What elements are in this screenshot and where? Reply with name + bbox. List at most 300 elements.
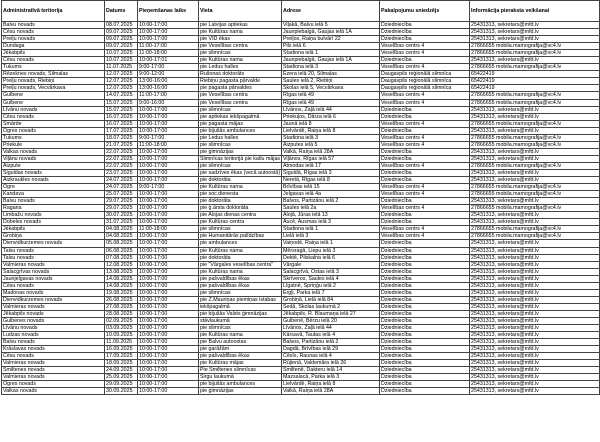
provider-cell[interactable]: Dziedniecība [380, 106, 470, 113]
date-cell[interactable]: 14.08.2025 [105, 275, 138, 282]
location-cell[interactable]: pie aptiekas iekšpagalmā [199, 113, 282, 120]
location-cell[interactable]: pie garāžām [199, 346, 282, 353]
provider-cell[interactable]: Dziedniecība [380, 353, 470, 360]
location-cell[interactable]: Sirgu laukumā [199, 374, 282, 381]
provider-cell[interactable]: Dziedniecība [380, 22, 470, 29]
provider-cell[interactable]: Dziedniecība [380, 198, 470, 205]
time-cell[interactable]: 13:00-16:00 [138, 78, 199, 85]
location-cell[interactable]: pie Latvijas aptiekas [199, 22, 282, 29]
territory-cell[interactable]: Cēsu novads [2, 29, 105, 36]
time-cell[interactable]: 9:00-12:00 [138, 71, 199, 78]
provider-cell[interactable]: Dziedniecība [380, 247, 470, 254]
date-cell[interactable]: 25.09.2025 [105, 374, 138, 381]
contact-cell[interactable]: 25431313, sekretars@mfd.lv [470, 296, 600, 303]
contact-cell[interactable]: 25431313, sekretars@mfd.lv [470, 275, 600, 282]
provider-cell[interactable]: Dziedniecība [380, 289, 470, 296]
address-cell[interactable]: Balvos, Partizānu ielā 2 [282, 339, 380, 346]
time-cell[interactable]: 10:00-17:00 [138, 332, 199, 339]
territory-cell[interactable]: Ogres novads [2, 381, 105, 388]
date-cell[interactable]: 24.09.2025 [105, 367, 138, 374]
time-cell[interactable]: 10:00-17:00 [138, 240, 199, 247]
territory-cell[interactable]: Viļānu novads [2, 155, 105, 162]
date-cell[interactable]: 10.07.2025 [105, 50, 138, 57]
time-cell[interactable]: 9:00-17:00 [138, 184, 199, 191]
territory-cell[interactable]: Limbažu novads [2, 212, 105, 219]
territory-cell[interactable]: Cēsu novads [2, 113, 105, 120]
header-provider[interactable]: Pakalpojumu sniedzējs [380, 1, 470, 22]
date-cell[interactable]: 22.07.2025 [105, 155, 138, 162]
contact-cell[interactable]: 25431313, sekretars@mfd.lv [470, 303, 600, 310]
provider-cell[interactable]: Dziedniecība [380, 332, 470, 339]
contact-cell[interactable]: 25431313, sekretars@mfd.lv [470, 388, 600, 395]
address-cell[interactable]: Pils ielā 6 [282, 43, 380, 50]
contact-cell[interactable]: 25431313, sekretars@mfd.lv [470, 212, 600, 219]
location-cell[interactable]: pie slimnīcas [199, 325, 282, 332]
header-date[interactable]: Datums [105, 1, 138, 22]
date-cell[interactable]: 11.09.2025 [105, 339, 138, 346]
address-cell[interactable]: Mazsalacā, Parka ielā 3 [282, 374, 380, 381]
contact-cell[interactable]: 25431313, sekretars@mfd.lv [470, 282, 600, 289]
territory-cell[interactable]: Valmieras novads [2, 261, 105, 268]
provider-cell[interactable]: Dziedniecība [380, 317, 470, 324]
time-cell[interactable]: 11:00-18:00 [138, 141, 199, 148]
address-cell[interactable]: Atmodas ielā 17 [282, 162, 380, 169]
time-cell[interactable]: 10:00-17:00 [138, 36, 199, 43]
time-cell[interactable]: 10:00-17:00 [138, 388, 199, 395]
time-cell[interactable]: 10:00-17:00 [138, 219, 199, 226]
territory-cell[interactable]: Gulbene [2, 99, 105, 106]
provider-cell[interactable]: Veselības centrs 4 [380, 99, 470, 106]
address-cell[interactable]: Līvānos, Zaļā ielā 44 [282, 325, 380, 332]
time-cell[interactable]: 9:00-17:00 [138, 134, 199, 141]
contact-cell[interactable]: 25431313, sekretars@mfd.lv [470, 360, 600, 367]
territory-cell[interactable]: Talsu novads [2, 254, 105, 261]
time-cell[interactable]: 11:00-18:00 [138, 50, 199, 57]
provider-cell[interactable]: Dziedniecība [380, 268, 470, 275]
provider-cell[interactable]: Daugavpils reģionālā slimnīca [380, 71, 470, 78]
address-cell[interactable]: Neretā, Rīgas ielā 8 [282, 177, 380, 184]
date-cell[interactable]: 15.07.2025 [105, 99, 138, 106]
territory-cell[interactable]: Preiļu novads, Riebiņi [2, 78, 105, 85]
provider-cell[interactable]: Dziedniecība [380, 325, 470, 332]
location-cell[interactable]: pie slimnīcas [199, 162, 282, 169]
provider-cell[interactable]: Veselības centrs 4 [380, 120, 470, 127]
provider-cell[interactable]: Dziedniecība [380, 57, 470, 64]
contact-cell[interactable]: 25431313, sekretars@mfd.lv [470, 198, 600, 205]
address-cell[interactable]: Dektē, Pilskalna ielā 6 [282, 254, 380, 261]
contact-cell[interactable]: 25431313, sekretars@mfd.lv [470, 22, 600, 29]
provider-cell[interactable]: Veselības centrs 4 [380, 184, 470, 191]
address-cell[interactable]: Salacgrīvā, Ostas ielā 3 [282, 268, 380, 275]
date-cell[interactable]: 14.07.2025 [105, 92, 138, 99]
date-cell[interactable]: 08.07.2025 [105, 22, 138, 29]
contact-cell[interactable]: 25431313, sekretars@mfd.lv [470, 127, 600, 134]
territory-cell[interactable]: Balvu novads [2, 22, 105, 29]
time-cell[interactable]: 10:00-17:00 [138, 247, 199, 254]
location-cell[interactable]: pie bijušās ambulances [199, 381, 282, 388]
date-cell[interactable]: 17.09.2025 [105, 353, 138, 360]
territory-cell[interactable]: Preiļu novads, Vecvārkava [2, 85, 105, 92]
location-cell[interactable]: pie Alojas dienas centra [199, 212, 282, 219]
date-cell[interactable]: 24.07.2025 [105, 177, 138, 184]
contact-cell[interactable]: 25431313, sekretars@mfd.lv [470, 374, 600, 381]
address-cell[interactable]: Valkā, Raiņa ielā 28A [282, 148, 380, 155]
address-cell[interactable]: Priekuļos, Dārza ielā 6 [282, 113, 380, 120]
contact-cell[interactable]: 27866655 mobila.mamografija@vc4.lv [470, 50, 600, 57]
territory-cell[interactable]: Smārde [2, 120, 105, 127]
provider-cell[interactable]: Dziedniecība [380, 296, 470, 303]
date-cell[interactable]: 02.09.2025 [105, 317, 138, 324]
address-cell[interactable]: Stadiona ielā 3 [282, 134, 380, 141]
date-cell[interactable]: 10.09.2025 [105, 332, 138, 339]
territory-cell[interactable]: Aizpute [2, 162, 105, 169]
contact-cell[interactable]: 25431313, sekretars@mfd.lv [470, 332, 600, 339]
contact-cell[interactable]: 25431313, sekretars@mfd.lv [470, 106, 600, 113]
address-cell[interactable]: Jēkabpils, R. Blaumaņa ielā 27 [282, 310, 380, 317]
time-cell[interactable]: 10:00-17:00 [138, 360, 199, 367]
date-cell[interactable]: 28.08.2025 [105, 310, 138, 317]
address-cell[interactable]: Ezera ielā 20, Silmalas [282, 71, 380, 78]
contact-cell[interactable]: 25431313, sekretars@mfd.lv [470, 247, 600, 254]
location-cell[interactable]: pie Veselības centra [199, 99, 282, 106]
location-cell[interactable]: pie doktorāta [199, 198, 282, 205]
territory-cell[interactable]: Ogres novads [2, 127, 105, 134]
address-cell[interactable]: Rīgas ielā 49 [282, 92, 380, 99]
date-cell[interactable]: 30.07.2025 [105, 212, 138, 219]
contact-cell[interactable]: 25431313, sekretars@mfd.lv [470, 381, 600, 388]
provider-cell[interactable]: Dziedniecība [380, 275, 470, 282]
territory-cell[interactable]: Kandava [2, 191, 105, 198]
address-cell[interactable]: Alojā, Jūras ielā 13 [282, 212, 380, 219]
location-cell[interactable]: pie slimnīcas [199, 289, 282, 296]
location-cell[interactable]: pie Ledus halles [199, 134, 282, 141]
location-cell[interactable]: pie Z.Mauriņas piemiņas istabas [199, 296, 282, 303]
time-cell[interactable]: 10:00-17:00 [138, 310, 199, 317]
location-cell[interactable]: pie bijušās Valsts ģimnāzijas [199, 310, 282, 317]
territory-cell[interactable]: Rēzeknes novads, Silmalas [2, 71, 105, 78]
date-cell[interactable]: 09.07.2025 [105, 36, 138, 43]
date-cell[interactable]: 18.07.2025 [105, 134, 138, 141]
provider-cell[interactable]: Veselības centrs 4 [380, 134, 470, 141]
location-cell[interactable]: pie pagasta mājas [199, 120, 282, 127]
territory-cell[interactable]: Valmieras novads [2, 374, 105, 381]
time-cell[interactable]: 10:00-17:00 [138, 381, 199, 388]
date-cell[interactable]: 29.09.2025 [105, 381, 138, 388]
address-cell[interactable]: Sedā, Skolas laukumā 2 [282, 303, 380, 310]
provider-cell[interactable]: Dziedniecība [380, 240, 470, 247]
date-cell[interactable]: 12.07.2025 [105, 85, 138, 92]
address-cell[interactable]: Grobiņā, Lielā ielā 84 [282, 296, 380, 303]
address-cell[interactable]: Saules ielā 2, Riebiņi [282, 78, 380, 85]
address-cell[interactable]: Stadiona ielā 3 [282, 64, 380, 71]
provider-cell[interactable]: Veselības centrs 4 [380, 64, 470, 71]
territory-cell[interactable]: Aizkraukles novads [2, 177, 105, 184]
territory-cell[interactable]: Siguldas novads [2, 169, 105, 176]
address-cell[interactable]: Viļānos, Rīgas ielā 57 [282, 155, 380, 162]
address-cell[interactable]: Rīgas ielā 49 [282, 99, 380, 106]
time-cell[interactable]: 10:00-17:00 [138, 374, 199, 381]
provider-cell[interactable]: Dziedniecība [380, 374, 470, 381]
contact-cell[interactable]: 25431313, sekretars@mfd.lv [470, 317, 600, 324]
provider-cell[interactable]: Veselības centrs 4 [380, 205, 470, 212]
contact-cell[interactable]: 25431313, sekretars@mfd.lv [470, 254, 600, 261]
territory-cell[interactable]: Ludzas novads [2, 332, 105, 339]
address-cell[interactable]: Preiļos, Raiņa bulvārī 22 [282, 36, 380, 43]
provider-cell[interactable]: Veselības centrs 4 [380, 141, 470, 148]
date-cell[interactable]: 14.08.2025 [105, 282, 138, 289]
time-cell[interactable]: 10:00-17:00 [138, 120, 199, 127]
provider-cell[interactable]: Dziedniecība [380, 388, 470, 395]
contact-cell[interactable]: 27866655 mobila.mamografija@vc4.lv [470, 162, 600, 169]
time-cell[interactable]: 10:00-17:00 [138, 339, 199, 346]
provider-cell[interactable]: Dziedniecība [380, 127, 470, 134]
date-cell[interactable]: 07.08.2025 [105, 254, 138, 261]
location-cell[interactable]: pie Kultūras nama [199, 268, 282, 275]
address-cell[interactable]: Līvānos, Zaļā ielā 44 [282, 106, 380, 113]
location-cell[interactable]: pie "Vārgales veselības centra" [199, 261, 282, 268]
territory-cell[interactable]: Cēsu novads [2, 282, 105, 289]
territory-cell[interactable]: Gulbene [2, 92, 105, 99]
date-cell[interactable]: 12.07.2025 [105, 71, 138, 78]
location-cell[interactable]: pie slimnīcas [199, 141, 282, 148]
territory-cell[interactable]: Cēsu novads [2, 353, 105, 360]
territory-cell[interactable]: Valkas novads [2, 388, 105, 395]
time-cell[interactable]: 10:00-17:00 [138, 289, 199, 296]
territory-cell[interactable]: Dienvidkurzemes novads [2, 240, 105, 247]
address-cell[interactable]: Cēsīs, Raunas ielā 4 [282, 353, 380, 360]
time-cell[interactable]: 10:00-17:00 [138, 268, 199, 275]
location-cell[interactable]: pie doktorāta [199, 254, 282, 261]
date-cell[interactable]: 29.07.2025 [105, 198, 138, 205]
location-cell[interactable]: pie Kultūras nama [199, 247, 282, 254]
time-cell[interactable]: 11:00-17:00 [138, 92, 199, 99]
contact-cell[interactable]: 27866655 mobila.mamografija@vc4.lv [470, 134, 600, 141]
provider-cell[interactable]: Dziedniecība [380, 367, 470, 374]
location-cell[interactable]: pie pašvaldības ēkas [199, 282, 282, 289]
contact-cell[interactable]: 25431313, sekretars@mfd.lv [470, 268, 600, 275]
date-cell[interactable]: 05.08.2025 [105, 240, 138, 247]
header-location[interactable]: Vieta [199, 1, 282, 22]
territory-cell[interactable]: Jaunjelgavas novads [2, 275, 105, 282]
location-cell[interactable]: pie Kultūras nama [199, 184, 282, 191]
provider-cell[interactable]: Dziedniecība [380, 155, 470, 162]
contact-cell[interactable]: 25431313, sekretars@mfd.lv [470, 240, 600, 247]
date-cell[interactable]: 16.09.2025 [105, 346, 138, 353]
location-cell[interactable]: pie slimnīcas [199, 106, 282, 113]
time-cell[interactable]: 10:00-17:00 [138, 113, 199, 120]
contact-cell[interactable]: 27866655 mobila.mamografija@vc4.lv [470, 233, 600, 240]
date-cell[interactable]: 15.07.2025 [105, 106, 138, 113]
territory-cell[interactable]: Valkas novads [2, 148, 105, 155]
location-cell[interactable]: pie pagasta pārvaldes [199, 85, 282, 92]
location-cell[interactable]: pie Humanitārās palīdzības [199, 233, 282, 240]
date-cell[interactable]: 25.07.2025 [105, 191, 138, 198]
time-cell[interactable]: 10:00-17:00 [138, 367, 199, 374]
contact-cell[interactable]: 27866655 mobila.mamografija@vc4.lv [470, 43, 600, 50]
location-cell[interactable]: Pie Smiltenes slimnīcas [199, 367, 282, 374]
header-time[interactable]: Pieņemšanas laiks [138, 1, 199, 22]
provider-cell[interactable]: Dziedniecība [380, 254, 470, 261]
date-cell[interactable]: 11.07.2025 [105, 64, 138, 71]
contact-cell[interactable]: 25431313, sekretars@mfd.lv [470, 367, 600, 374]
address-cell[interactable]: Jaunpiebalgā, Gaujas ielā 1A [282, 57, 380, 64]
date-cell[interactable]: 23.07.2025 [105, 169, 138, 176]
location-cell[interactable]: pie ģimnāzijas [199, 388, 282, 395]
location-cell[interactable]: stāvlaukumā [199, 317, 282, 324]
contact-cell[interactable]: 25431313, sekretars@mfd.lv [470, 346, 600, 353]
time-cell[interactable]: 10:00-17:00 [138, 254, 199, 261]
location-cell[interactable]: pie doktorāta [199, 177, 282, 184]
time-cell[interactable]: 10:00-17:00 [138, 155, 199, 162]
territory-cell[interactable]: Gulbenes novads [2, 317, 105, 324]
time-cell[interactable]: 9:00-17:00 [138, 64, 199, 71]
contact-cell[interactable]: 25431313, sekretars@mfd.lv [470, 113, 600, 120]
contact-cell[interactable]: 25431313, sekretars@mfd.lv [470, 310, 600, 317]
location-cell[interactable]: pie Kultūras nama [199, 29, 282, 36]
location-cell[interactable]: pie bijušās ambulances [199, 127, 282, 134]
territory-cell[interactable]: Jēkabpils [2, 226, 105, 233]
provider-cell[interactable]: Dziedniecība [380, 303, 470, 310]
address-cell[interactable]: Vārgale [282, 261, 380, 268]
contact-cell[interactable]: 25431313, sekretars@mfd.lv [470, 169, 600, 176]
territory-cell[interactable]: Smiltenes novads [2, 367, 105, 374]
address-cell[interactable]: Smiltenē, Dakteru ielā 14 [282, 367, 380, 374]
provider-cell[interactable]: Veselības centrs 4 [380, 226, 470, 233]
address-cell[interactable]: Lielvārdē, Raiņa ielā 8 [282, 127, 380, 134]
provider-cell[interactable]: Veselības centrs 4 [380, 43, 470, 50]
contact-cell[interactable]: 25431313, sekretars@mfd.lv [470, 57, 600, 64]
territory-cell[interactable]: Tukums [2, 134, 105, 141]
time-cell[interactable]: 10:00-17:00 [138, 317, 199, 324]
date-cell[interactable]: 09.07.2025 [105, 43, 138, 50]
territory-cell[interactable]: Balvu novads [2, 198, 105, 205]
contact-cell[interactable]: 27866655 mobila.mamografija@vc4.lv [470, 99, 600, 106]
location-cell[interactable]: pie ģ.ārsta doktorāta [199, 205, 282, 212]
date-cell[interactable]: 24.07.2025 [105, 184, 138, 191]
time-cell[interactable]: 10:00-17:00 [138, 177, 199, 184]
contact-cell[interactable]: 25431313, sekretars@mfd.lv [470, 339, 600, 346]
address-cell[interactable]: Skolas ielā 5, Vecvārkava [282, 85, 380, 92]
contact-cell[interactable]: 65422419 [470, 85, 600, 92]
header-address[interactable]: Adrese [282, 1, 380, 22]
date-cell[interactable]: 17.07.2025 [105, 127, 138, 134]
provider-cell[interactable]: Dziedniecība [380, 113, 470, 120]
contact-cell[interactable]: 25431313, sekretars@mfd.lv [470, 155, 600, 162]
time-cell[interactable]: 10:00-17:00 [138, 198, 199, 205]
location-cell[interactable]: pie Kultūras nama [199, 57, 282, 64]
time-cell[interactable]: 9:00-16:00 [138, 99, 199, 106]
time-cell[interactable]: 10:00-17:00 [138, 275, 199, 282]
contact-cell[interactable]: 25431313, sekretars@mfd.lv [470, 261, 600, 268]
provider-cell[interactable]: Dziedniecība [380, 177, 470, 184]
date-cell[interactable]: 22.07.2025 [105, 162, 138, 169]
address-cell[interactable]: Dagdā, Brīvības ielā 29 [282, 346, 380, 353]
time-cell[interactable]: 13:00-16:00 [138, 85, 199, 92]
date-cell[interactable]: 16.07.2025 [105, 113, 138, 120]
date-cell[interactable]: 26.08.2025 [105, 296, 138, 303]
contact-cell[interactable]: 65422419 [470, 78, 600, 85]
address-cell[interactable]: Vaiņodē, Raiņa ielā 1 [282, 240, 380, 247]
territory-cell[interactable]: Valmieras novads [2, 360, 105, 367]
date-cell[interactable]: 04.08.2025 [105, 226, 138, 233]
territory-cell[interactable]: Madonas novads [2, 289, 105, 296]
provider-cell[interactable]: Dziedniecība [380, 339, 470, 346]
contact-cell[interactable]: 27866655 mobila.mamografija@vc4.lv [470, 92, 600, 99]
provider-cell[interactable]: Dziedniecība [380, 261, 470, 268]
contact-cell[interactable]: 27866655 mobila.mamografija@vc4.lv [470, 205, 600, 212]
time-cell[interactable]: 10:00-17:00 [138, 282, 199, 289]
provider-cell[interactable]: Dziedniecība [380, 381, 470, 388]
contact-cell[interactable]: 27866655 mobila.mamografija@vc4.lv [470, 64, 600, 71]
territory-cell[interactable]: Cēsu novads [2, 57, 105, 64]
territory-cell[interactable]: Jēkabpils novads [2, 310, 105, 317]
address-cell[interactable]: Viļakā, Balvu ielā 5 [282, 22, 380, 29]
territory-cell[interactable]: Ogre [2, 184, 105, 191]
provider-cell[interactable]: Veselības centrs 4 [380, 233, 470, 240]
date-cell[interactable]: 13.08.2025 [105, 268, 138, 275]
date-cell[interactable]: 09.07.2025 [105, 29, 138, 36]
contact-cell[interactable]: 27866655 mobila.mamografija@vc4.lv [470, 141, 600, 148]
address-cell[interactable]: Lielā ielā 3 [282, 233, 380, 240]
provider-cell[interactable]: Dziedniecība [380, 148, 470, 155]
address-cell[interactable]: Valkā, Raiņa ielā 28A [282, 388, 380, 395]
territory-cell[interactable]: Tukums [2, 64, 105, 71]
location-cell[interactable]: iekšpagalmā [199, 303, 282, 310]
address-cell[interactable]: Stadiona ielā 1 [282, 50, 380, 57]
address-cell[interactable]: Gulbenē, Bērzu ielā 20 [282, 317, 380, 324]
time-cell[interactable]: 10:00-17:00 [138, 22, 199, 29]
time-cell[interactable]: 10:00-17:00 [138, 169, 199, 176]
territory-cell[interactable]: Talsu novads [2, 247, 105, 254]
provider-cell[interactable]: Dziedniecība [380, 36, 470, 43]
address-cell[interactable]: Skrīveros, Saules ielā 4 [282, 275, 380, 282]
location-cell[interactable]: pie Kultūras mājas [199, 360, 282, 367]
address-cell[interactable]: Ērgļi, Parka ielā 7 [282, 289, 380, 296]
address-cell[interactable]: Mērsragā, Liepu ielā 3 [282, 247, 380, 254]
territory-cell[interactable]: Grobiņa [2, 233, 105, 240]
contact-cell[interactable]: 25431313, sekretars@mfd.lv [470, 353, 600, 360]
location-cell[interactable]: Riebiņu pagasta pārvalde [199, 78, 282, 85]
date-cell[interactable]: 19.08.2025 [105, 289, 138, 296]
territory-cell[interactable]: Dundaga [2, 43, 105, 50]
time-cell[interactable]: 11:00-17:00 [138, 43, 199, 50]
date-cell[interactable]: 16.07.2025 [105, 120, 138, 127]
time-cell[interactable]: 10:00-17:01 [138, 57, 199, 64]
provider-cell[interactable]: Daugavpils reģionālā slimnīca [380, 85, 470, 92]
territory-cell[interactable]: Valmieras novads [2, 303, 105, 310]
territory-cell[interactable]: Līvānu novads [2, 325, 105, 332]
location-cell[interactable]: pie Balvu autoostas [199, 339, 282, 346]
provider-cell[interactable]: Dziedniecība [380, 282, 470, 289]
location-cell[interactable]: pie Veselības centra [199, 43, 282, 50]
location-cell[interactable]: pie VID ēkas [199, 36, 282, 43]
time-cell[interactable]: 10:00-17:00 [138, 162, 199, 169]
time-cell[interactable]: 10:00-17:00 [138, 303, 199, 310]
date-cell[interactable]: 10.07.2025 [105, 57, 138, 64]
date-cell[interactable]: 27.08.2025 [105, 303, 138, 310]
location-cell[interactable]: Slimnīcas teritorijā pie katlu mājas [200, 155, 281, 162]
location-cell[interactable]: pie sadzīves ēkas (vecā autoostā) [200, 170, 281, 176]
provider-cell[interactable]: Dziedniecība [380, 29, 470, 36]
address-cell[interactable]: Kārsavā, Tautas ielā 4 [282, 332, 380, 339]
contact-cell[interactable]: 25431313, sekretars@mfd.lv [470, 177, 600, 184]
provider-cell[interactable]: Dziedniecība [380, 169, 470, 176]
contact-cell[interactable]: 65422419 [470, 71, 600, 78]
time-cell[interactable]: 11:00-18:00 [138, 226, 199, 233]
contact-cell[interactable]: 27866655 mobila.mamografija@vc4.lv [470, 191, 600, 198]
date-cell[interactable]: 29.07.2025 [105, 205, 138, 212]
address-cell[interactable]: Lielvārdē, Raiņa ielā 8 [282, 381, 380, 388]
